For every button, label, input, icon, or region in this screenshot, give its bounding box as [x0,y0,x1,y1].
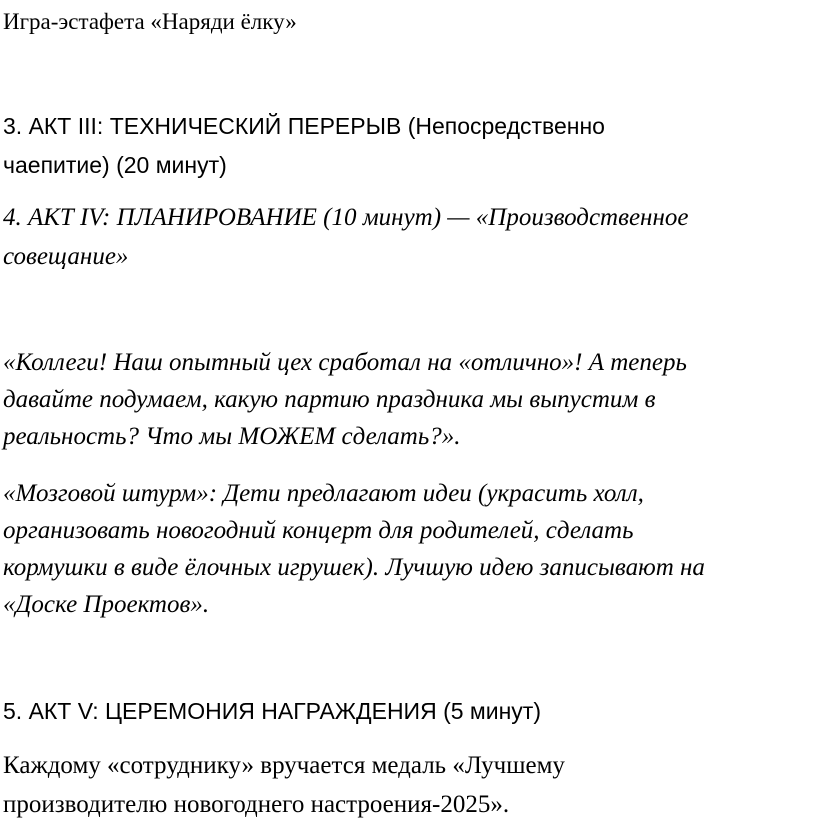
document-title [3,2,803,41]
brainstorm-paragraph [3,475,803,623]
brainstorm-line-4: «Доске Проектов». [3,591,210,618]
act4-line-2: совещание» [3,243,129,270]
act4-line-1: 4. АКТ IV: ПЛАНИРОВАНИЕ (10 минут) — «Производственное [3,204,689,231]
quote-line-2: давайте подумаем, какую партию праздника мы выпустим в [3,386,656,413]
quote-line-3: реальность? Что мы МОЖЕМ сделать?». [3,423,461,450]
act4-heading [3,198,803,276]
act3-line-1: 3. АКТ III: ТЕХНИЧЕСКИЙ ПЕРЕРЫВ (Непосредственно [3,113,605,139]
quote-line-1: «Коллеги! Наш опытный цех сработал на «отлично»! А теперь [3,349,687,376]
title-line: Игра-эстафета «Наряди ёлку» [3,9,297,34]
act5-heading [3,692,803,731]
brainstorm-line-3: кормушки в виде ёлочных игрушек). Лучшую идею записывают на [3,554,705,581]
award-paragraph [3,746,803,824]
award-line-1: Каждому «сотруднику» вручается медаль «Лучшему [3,752,565,779]
act3-line-2: чаепитие) (20 минут) [3,152,227,178]
award-line-2: производителю новогоднего настроения-2025». [3,791,510,818]
quote-paragraph [3,344,803,455]
act3-heading [3,107,803,185]
brainstorm-line-2: организовать новогодний концерт для родителей, сделать [3,517,634,544]
brainstorm-line-1: «Мозговой штурм»: Дети предлагают идеи (украсить холл, [3,480,644,507]
act5-line-1: 5. АКТ V: ЦЕРЕМОНИЯ НАГРАЖДЕНИЯ (5 минут) [3,698,541,724]
